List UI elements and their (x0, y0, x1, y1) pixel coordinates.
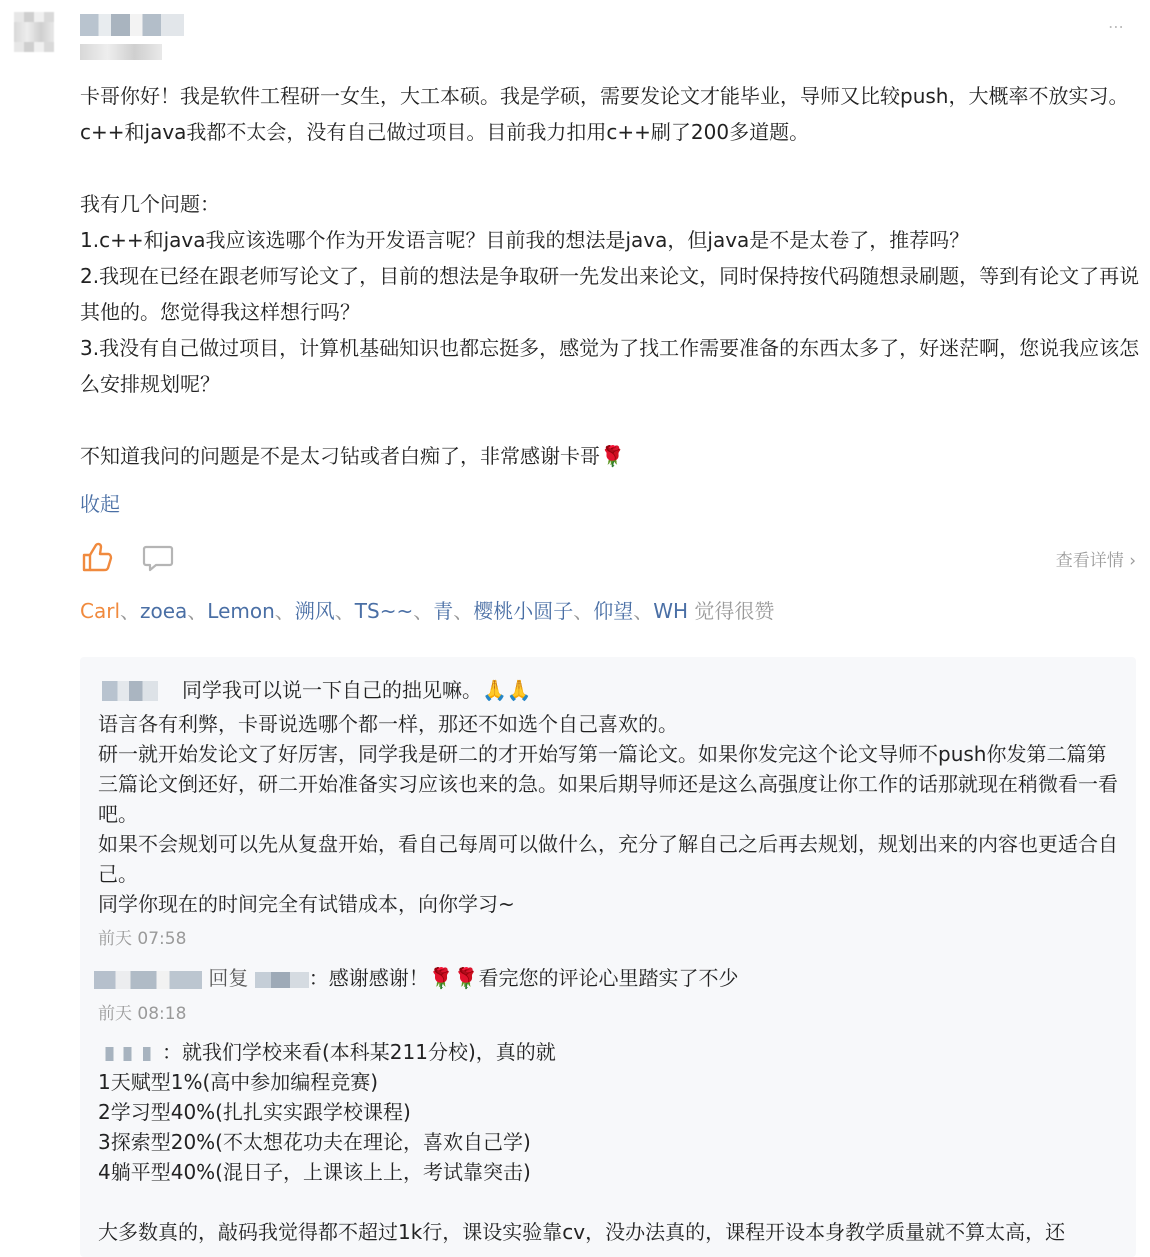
post-paragraph (80, 150, 1140, 186)
more-options-icon[interactable]: ⋯ (1108, 17, 1126, 36)
comment-icon[interactable] (142, 542, 174, 578)
post-paragraph: 我有几个问题： (80, 192, 220, 216)
liker-name[interactable]: zoea (140, 599, 188, 623)
post-paragraph: 不知道我问的问题是不是太刁钻或者白痴了，非常感谢卡哥🌹 (80, 444, 625, 468)
post-paragraph: 1.c++和java我应该选哪个作为开发语言呢？目前我的想法是java，但java是不是太卷了，推荐吗？ (80, 228, 970, 252)
replier-name-redacted[interactable] (94, 971, 202, 989)
reply-time: 前天 08:18 (98, 1004, 187, 1024)
reply-target-redacted[interactable] (255, 972, 309, 988)
commenter-name-redacted[interactable] (98, 1047, 162, 1061)
likes-suffix: 觉得很赞 (688, 599, 775, 623)
liker-name[interactable]: 仰望 (593, 599, 634, 623)
comment-body (98, 709, 1118, 919)
view-details-link[interactable]: 查看详情 › (1055, 551, 1136, 571)
post-paragraph: 3.我没有自己做过项目，计算机基础知识也都忘挺多，感觉为了找工作需要准备的东西太多了，好迷茫啊，您说我应该怎么安排规划呢？ (80, 336, 1140, 396)
comment-line: 4躺平型40%(混日子，上课该上上，考试靠突击) (98, 1160, 531, 1184)
comment-line (98, 1187, 1128, 1217)
comment-time: 前天 07:58 (98, 929, 187, 949)
comment-head: 同学我可以说一下自己的拙见嘛。🙏🙏 (182, 678, 532, 702)
comment-line: 同学你现在的时间完全有试错成本，向你学习~ (98, 892, 515, 916)
reply-comment (94, 963, 739, 993)
comment-line: 语言各有利弊，卡哥说选哪个都一样，那还不如选个自己喜欢的。 (98, 712, 678, 736)
post-paragraph (80, 402, 1140, 438)
thumbs-up-icon[interactable] (80, 540, 114, 578)
reply-text: ：感谢感谢！🌹🌹看完您的评论心里踏实了不少 (308, 966, 739, 990)
comment-head: ：就我们学校来看(本科某211分校)，真的就 (162, 1040, 556, 1064)
liker-name[interactable]: 溯风 (294, 599, 335, 623)
liker-name[interactable]: WH (653, 599, 689, 623)
liker-name[interactable]: TS~~ (354, 599, 414, 623)
comment-line: 大多数真的，敲码我觉得都不超过1k行，课设实验靠cv，没办法真的，课程开设本身教学质量就不算太高，还 (98, 1220, 1066, 1244)
comment-section (80, 657, 1136, 1257)
liker-name[interactable]: 樱桃小圆子 (473, 599, 574, 623)
comment-line: 如果不会规划可以先从复盘开始，看自己每周可以做什么，充分了解自己之后再去规划，规划出来的内容也更适合自己。 (98, 832, 1118, 886)
user-name-redacted[interactable] (80, 14, 184, 36)
reply-label: 回复 (208, 966, 249, 990)
post-paragraph: 2.我现在已经在跟老师写论文了，目前的想法是争取研一先发出来论文，同时保持按代码随想录刷题，等到有论文了再说其他的。您觉得我这样想行吗？ (80, 264, 1140, 324)
collapse-link[interactable]: 收起 (80, 492, 120, 516)
post-body (80, 78, 1140, 474)
likers-line: Carl、zoea、Lemon、溯风、TS~~、青、樱桃小圆子、仰望、WH 觉得很赞 (80, 599, 775, 623)
comment-line: 2学习型40%(扎扎实实跟学校课程) (98, 1100, 411, 1124)
comment-line: 3探索型20%(不太想花功夫在理论，喜欢自己学) (98, 1130, 531, 1154)
user-avatar[interactable] (14, 12, 54, 52)
liker-name[interactable]: Lemon (207, 599, 275, 623)
commenter-name-redacted[interactable] (102, 681, 158, 701)
liker-name[interactable]: 青 (433, 599, 454, 623)
second-comment (98, 1037, 1128, 1247)
liker-name[interactable]: Carl (80, 599, 120, 623)
comment-line: 1天赋型1%(高中参加编程竞赛) (98, 1070, 379, 1094)
post-time-redacted (80, 44, 162, 60)
comment-line: 研一就开始发论文了好厉害，同学我是研二的才开始写第一篇论文。如果你发完这个论文导师不push你发第二篇第三篇论文倒还好，研二开始准备实习应该也来的急。如果后期导师还是这么高强度让你工作的话那就现在稍微看一看吧。 (98, 742, 1118, 826)
post-paragraph: 卡哥你好！我是软件工程研一女生，大工本硕。我是学硕，需要发论文才能毕业，导师又比较push，大概率不放实习。c++和java我都不太会，没有自己做过项目。目前我力扣用c++刷了200多道题。 (80, 84, 1129, 144)
